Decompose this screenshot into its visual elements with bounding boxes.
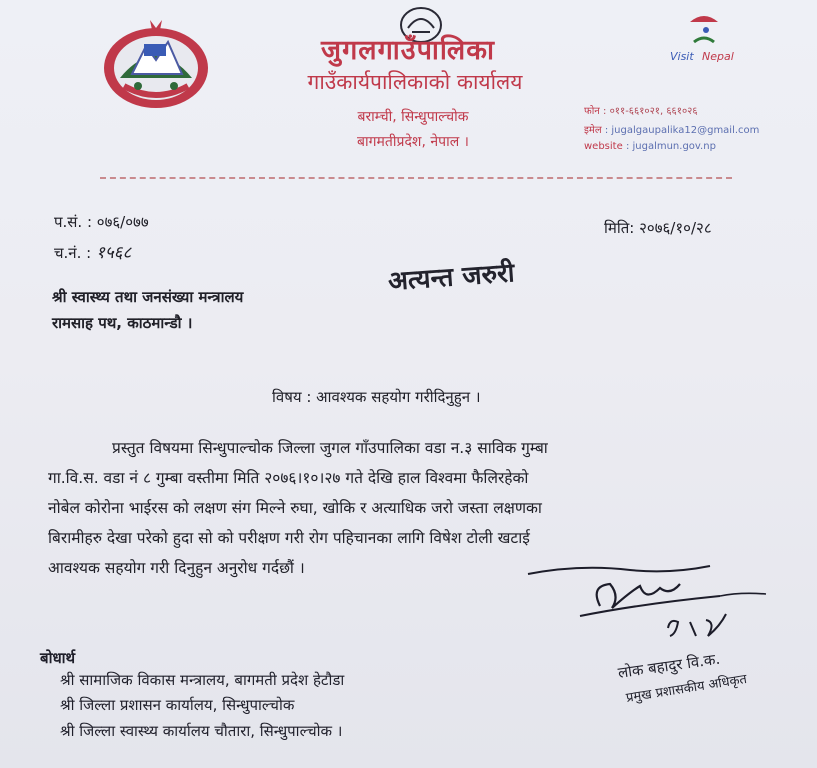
municipality-name: जुगलगाउँपालिका bbox=[321, 35, 495, 66]
svg-text:Nepal: Nepal bbox=[702, 50, 734, 63]
cc-item: श्री सामाजिक विकास मन्त्रालय, बागमती प्रदेश हेटौडा bbox=[60, 671, 345, 689]
cc-item: श्री जिल्ला स्वास्थ्य कार्यालय चौतारा, सिन्धुपाल्चोक । bbox=[60, 722, 343, 740]
office-address-line1: बराम्ची, सिन्धुपाल्चोक bbox=[357, 109, 469, 125]
dispatch-number bbox=[54, 240, 131, 263]
contact-website bbox=[584, 141, 716, 152]
body-line-3: नोबेल कोरोना भाईरस को लक्षण संग मिल्ने रुघा, खोकि र अत्याधिक जरो जस्ता लक्षणका bbox=[48, 499, 542, 517]
contact-email bbox=[584, 122, 759, 136]
recipient-line1: श्री स्वास्थ्य तथा जनसंख्या मन्त्रालय bbox=[52, 288, 244, 306]
dispatch-number-value: १५६८ bbox=[96, 243, 132, 263]
dispatch-label: च.नं. : bbox=[54, 244, 92, 262]
phone-label: फोन bbox=[584, 106, 600, 117]
cc-item: श्री जिल्ला प्रशासन कार्यालय, सिन्धुपाल्चोक bbox=[60, 696, 295, 714]
urgent-stamp: अत्यन्त जरुरी bbox=[387, 258, 516, 297]
cc-heading: बोधार्थ bbox=[40, 649, 76, 667]
signatory-designation: प्रमुख प्रशासकीय अधिकृत bbox=[625, 671, 748, 706]
office-address-line2: बागमतीप्रदेश, नेपाल । bbox=[357, 134, 469, 150]
website-label: website bbox=[584, 141, 623, 152]
email-value: : jugalgaupalika12@gmail.com bbox=[604, 125, 760, 136]
recipient-line2: रामसाह पथ, काठमान्डौ । bbox=[52, 314, 193, 332]
letter-date: मिति: २०७६/१०/२८ bbox=[604, 219, 712, 237]
svg-text:Visit: Visit bbox=[670, 50, 694, 63]
visit-nepal-logo-icon bbox=[660, 8, 750, 70]
email-label: इमेल bbox=[584, 125, 602, 136]
handwritten-signature-icon bbox=[520, 556, 780, 656]
office-name: गाउँकार्यपालिकाको कार्यालय bbox=[307, 70, 523, 94]
signatory-name: लोक बहादुर वि.क. bbox=[616, 649, 722, 682]
website-value: : jugalmun.gov.np bbox=[625, 141, 716, 152]
letterhead-divider bbox=[100, 177, 732, 179]
phone-value: : ०११-६६१०२१, ६६१०२६ bbox=[603, 106, 698, 117]
body-line-4: बिरामीहरु देखा परेको हुदा सो को परीक्षण गरी रोग पहिचानका लागि विषेश टोली खटाई bbox=[48, 529, 530, 547]
nepal-government-emblem-icon bbox=[98, 16, 214, 112]
letter-subject: विषय : आवश्यक सहयोग गरीदिनुहुन । bbox=[272, 388, 481, 406]
body-line-2: गा.वि.स. वडा नं ८ गुम्बा वस्तीमा मिति २०७६।१०।२७ गते देखि हाल विश्वमा फैलिरहेको bbox=[48, 469, 529, 487]
contact-phone bbox=[584, 103, 698, 117]
body-line-5: आवश्यक सहयोग गरी दिनुहुन अनुरोध गर्दछौं । bbox=[48, 559, 305, 577]
body-line-1: प्रस्तुत विषयमा सिन्धुपाल्चोक जिल्ला जुगल गाँउपालिका वडा न.३ साविक गुम्बा bbox=[112, 439, 548, 457]
reference-number: प.सं. : ०७६/०७७ bbox=[54, 213, 149, 231]
